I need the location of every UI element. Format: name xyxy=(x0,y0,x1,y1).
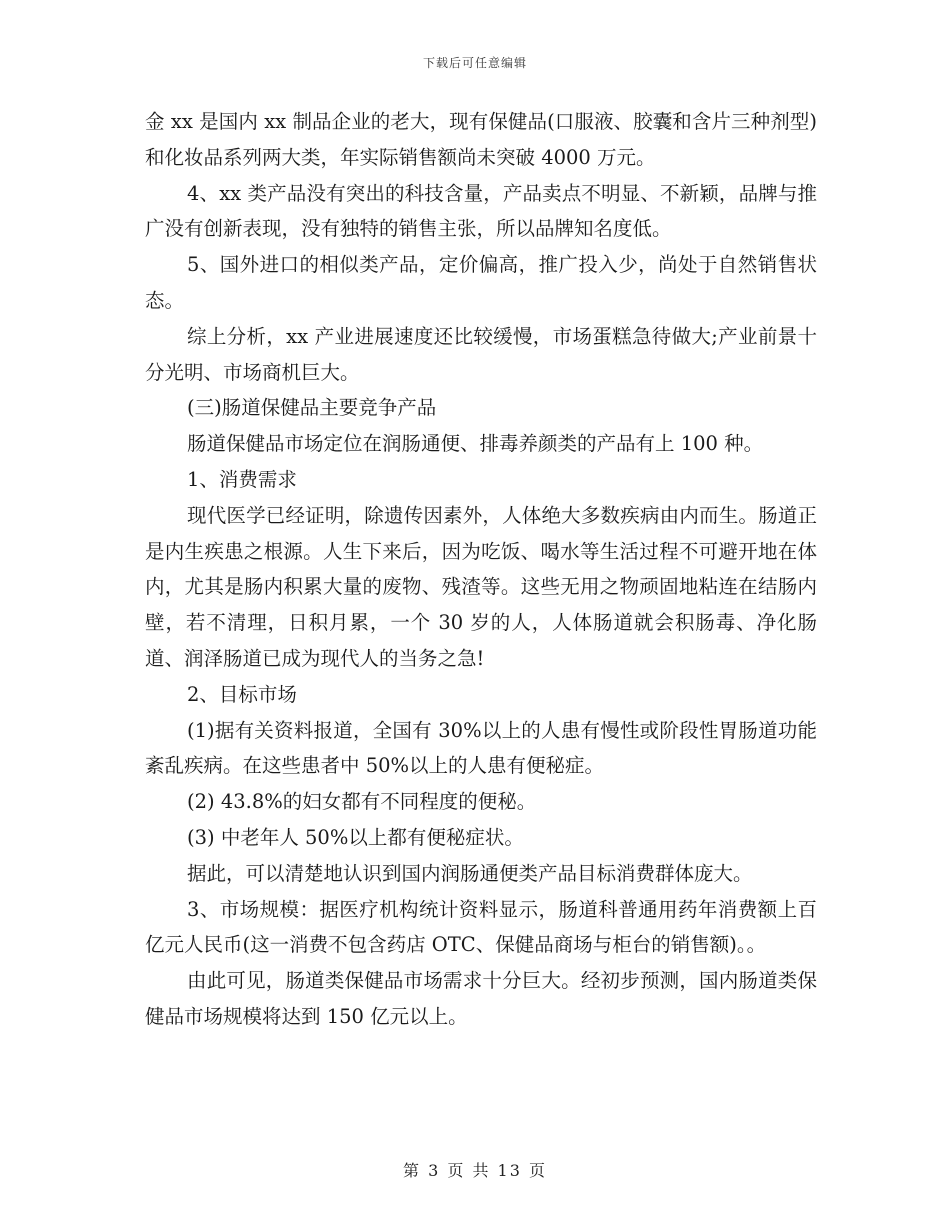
section-heading-competition: (三)肠道保健品主要竞争产品 xyxy=(187,396,437,420)
paragraph-2: 4、xx 类产品没有突出的科技含量，产品卖点不明显、不新颖，品牌与推广没有创新表现，没有独特的销售主张，所以品牌知名度低。 xyxy=(145,181,817,241)
paragraph-13: 据此，可以清楚地认识到国内润肠通便类产品目标消费群体庞大。 xyxy=(187,861,753,885)
document-body xyxy=(145,104,817,1035)
paragraph-3: 5、国外进口的相似类产品，定价偏高，推广投入少，尚处于自然销售状态。 xyxy=(145,253,817,312)
paragraph-10: (1)据有关资料报道，全国有 30%以上的人患有慢性或阶段性胃肠道功能紊乱疾病。在这些患者中 50%以上的人患有便秘症。 xyxy=(145,718,817,778)
paragraph-14: 3、市场规模：据医疗机构统计资料显示，肠道科普通用药年消费额上百亿元人民币(这一消费不包含药店 OTC、保健品商场与柜台的销售额)。。 xyxy=(145,897,817,957)
paragraph-15: 由此可见，肠道类保健品市场需求十分巨大。经初步预测，国内肠道类保健品市场规模将达到 150 亿元以上。 xyxy=(145,969,817,1028)
subheading-consumer-demand: 1、消费需求 xyxy=(187,467,297,491)
page-footer: 第 3 页 共 13 页 xyxy=(403,1161,547,1180)
paragraph-6: 肠道保健品市场定位在润肠通便、排毒养颜类的产品有上 100 种。 xyxy=(187,432,764,456)
paragraph-11: (2) 43.8%的妇女都有不同程度的便秘。 xyxy=(187,790,537,814)
paragraph-12: (3) 中老年人 50%以上都有便秘症状。 xyxy=(187,825,524,849)
page-header: 下载后可任意编辑 xyxy=(422,56,527,70)
paragraph-1: 金 xx 是国内 xx 制品企业的老大，现有保健品(口服液、胶囊和含片三种剂型)和化妆品系列两大类，年实际销售额尚未突破 4000 万元。 xyxy=(145,110,817,169)
paragraph-4: 综上分析，xx 产业进展速度还比较缓慢，市场蛋糕急待做大;产业前景十分光明、市场商机巨大。 xyxy=(145,324,817,384)
paragraph-8: 现代医学已经证明，除遗传因素外，人体绝大多数疾病由内而生。肠道正是内生疾患之根源。人生下来后，因为吃饭、喝水等生活过程不可避开地在体内，尤其是肠内积累大量的废物、残渣等。这些无用之物顽固地粘连在结肠内壁，若不清理，日积月累，一个 30 岁的人，人体肠道就会积肠毒、净化肠道、润泽肠道已成为现代人的当务之急! xyxy=(145,503,817,670)
subheading-target-market: 2、目标市场 xyxy=(187,682,297,706)
